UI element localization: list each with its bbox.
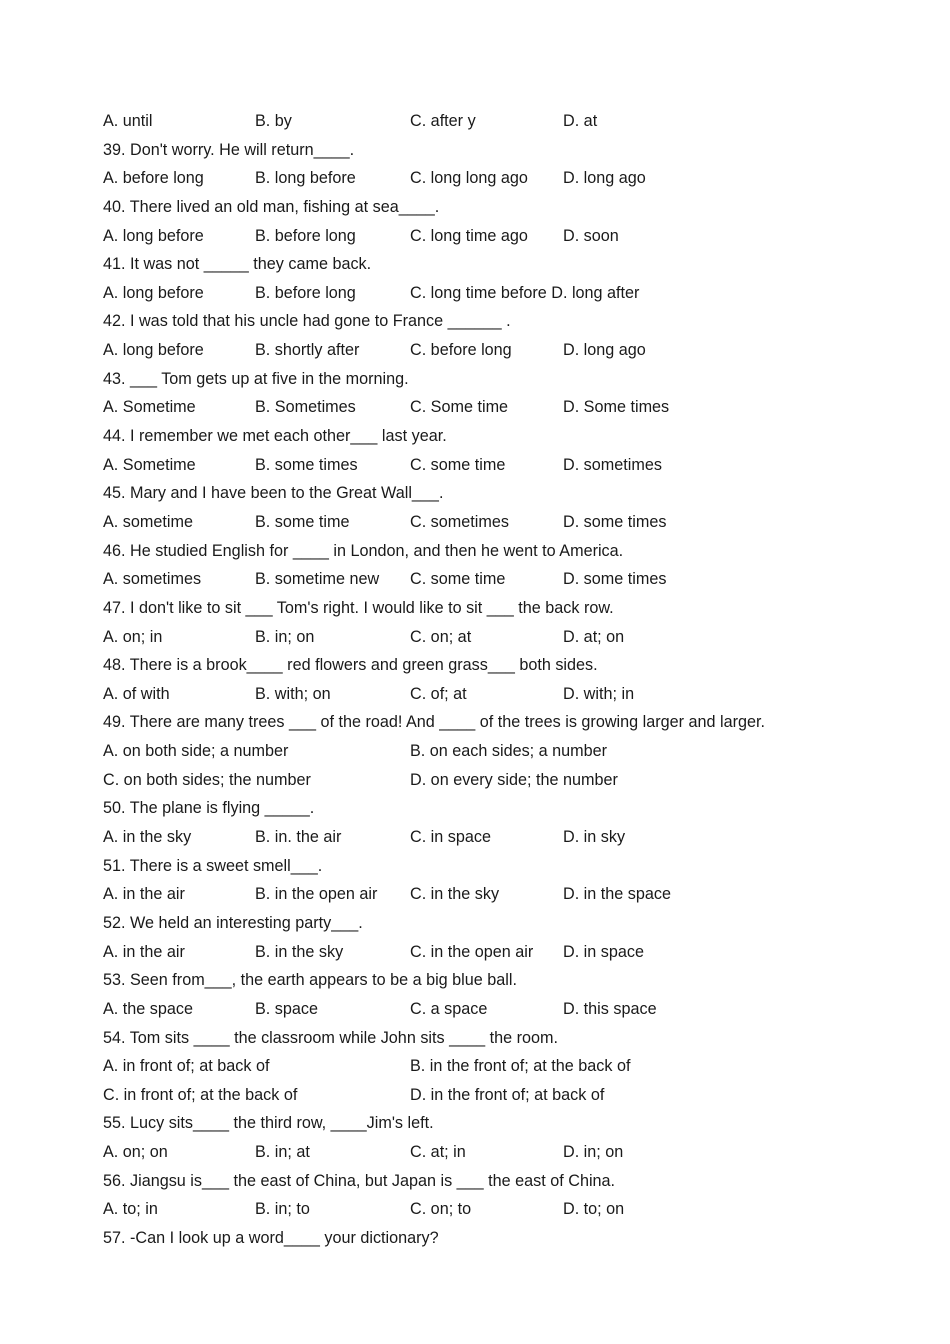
answer-option: C. long time before D. long after — [410, 283, 640, 302]
options-line — [103, 1141, 923, 1170]
answer-option: C. after y — [410, 112, 476, 130]
answer-option: D. long ago — [563, 169, 646, 188]
options-line — [103, 1084, 923, 1113]
options-row — [103, 941, 923, 963]
question-text: 46. He studied English for ____ in London, and then he went to America. — [103, 541, 624, 560]
options-row — [103, 110, 923, 132]
options-line — [103, 511, 923, 540]
options-line — [103, 769, 923, 798]
question-text: 44. I remember we met each other___ last year. — [103, 427, 447, 446]
question-line — [103, 310, 923, 339]
question-text: 47. I don't like to sit ___ Tom's right. I would like to sit ___ the back row. — [103, 598, 614, 617]
answer-option: D. soon — [563, 226, 619, 245]
answer-option: A. the space — [103, 999, 193, 1018]
answer-option: D. this space — [563, 999, 657, 1018]
options-line — [103, 396, 923, 425]
question-line — [103, 654, 923, 683]
exercise-list — [103, 110, 923, 1256]
options-line — [103, 883, 923, 912]
options-row — [103, 454, 923, 476]
answer-option: B. in. the air — [255, 828, 342, 847]
answer-option: C. in the sky — [410, 885, 500, 904]
answer-option: D. in sky — [563, 828, 626, 847]
question-line — [103, 540, 923, 569]
answer-option: B. on each sides; a number — [410, 742, 608, 761]
options-line — [103, 1198, 923, 1227]
options-line — [103, 1055, 923, 1084]
options-row — [103, 167, 923, 189]
options-row — [103, 511, 923, 533]
options-row — [103, 1198, 923, 1220]
question-line — [103, 139, 923, 168]
answer-option: D. at; on — [563, 627, 625, 646]
answer-option: B. long before — [255, 169, 356, 188]
question-line — [103, 1112, 923, 1141]
answer-option: A. of with — [103, 684, 170, 703]
options-line — [103, 568, 923, 597]
question-text: 41. It was not _____ they came back. — [103, 255, 372, 274]
answer-option: C. some time — [410, 570, 506, 589]
answer-option: C. of; at — [410, 684, 467, 703]
question-text: 51. There is a sweet smell___. — [103, 856, 323, 875]
question-line — [103, 855, 923, 884]
options-row — [103, 339, 923, 361]
options-line — [103, 282, 923, 311]
options-line — [103, 683, 923, 712]
options-line — [103, 454, 923, 483]
answer-option: B. sometime new — [255, 570, 380, 589]
question-line — [103, 969, 923, 998]
answer-option: B. some time — [255, 512, 350, 531]
question-line — [103, 425, 923, 454]
answer-option: C. on; to — [410, 1200, 472, 1219]
answer-option: D. to; on — [563, 1200, 625, 1219]
answer-option: A. sometime — [103, 512, 193, 531]
question-text: 43. ___ Tom gets up at five in the morning. — [103, 369, 409, 388]
answer-option: D. some times — [563, 512, 667, 531]
answer-option: C. in the open air — [410, 942, 534, 961]
options-row — [103, 1141, 923, 1163]
answer-option: D. sometimes — [563, 455, 662, 474]
options-row — [103, 740, 923, 762]
answer-option: A. long before — [103, 283, 204, 302]
answer-option: C. some time — [410, 455, 506, 474]
answer-option: A. on; on — [103, 1143, 168, 1162]
answer-option: A. sometimes — [103, 570, 202, 589]
answer-option: D. on every side; the number — [410, 770, 618, 789]
answer-option: B. Sometimes — [255, 398, 356, 417]
answer-option: C. before long — [410, 341, 512, 360]
options-row — [103, 568, 923, 590]
answer-option: D. in the front of; at back of — [410, 1085, 605, 1104]
question-text: 53. Seen from___, the earth appears to be a big blue ball. — [103, 971, 517, 990]
question-text: 52. We held an interesting party___. — [103, 913, 363, 932]
answer-option: A. on both side; a number — [103, 742, 289, 761]
options-line — [103, 998, 923, 1027]
answer-option: D. long ago — [563, 341, 646, 360]
options-row — [103, 282, 923, 304]
answer-option: C. in space — [410, 828, 491, 847]
options-row — [103, 998, 923, 1020]
answer-option: C. a space — [410, 999, 488, 1018]
answer-option: D. in; on — [563, 1143, 624, 1162]
answer-option: B. in; to — [255, 1200, 310, 1219]
question-text: 50. The plane is flying _____. — [103, 799, 315, 818]
answer-option: D. Some times — [563, 398, 670, 417]
answer-option: B. in the sky — [255, 942, 344, 961]
question-line — [103, 368, 923, 397]
answer-option: B. in; on — [255, 627, 315, 646]
answer-option: C. on; at — [410, 627, 472, 646]
options-line — [103, 110, 923, 139]
answer-option: C. Some time — [410, 398, 509, 417]
answer-option: A. on; in — [103, 627, 163, 646]
answer-option: C. on both sides; the number — [103, 770, 311, 789]
answer-option: A. to; in — [103, 1200, 158, 1219]
answer-option: B. in; at — [255, 1143, 310, 1162]
question-line — [103, 1027, 923, 1056]
options-row — [103, 883, 923, 905]
answer-option: A. before long — [103, 169, 204, 188]
answer-option: D. in space — [563, 942, 644, 961]
options-line — [103, 626, 923, 655]
options-row — [103, 626, 923, 648]
answer-option: C. long long ago — [410, 169, 528, 188]
question-text: 56. Jiangsu is___ the east of China, but Japan is ___ the east of China. — [103, 1171, 616, 1190]
answer-option: A. in the sky — [103, 828, 192, 847]
question-line — [103, 711, 923, 740]
answer-option: B. with; on — [255, 684, 331, 703]
options-row — [103, 769, 923, 791]
question-line — [103, 196, 923, 225]
answer-option: A. Sometime — [103, 398, 196, 417]
question-line — [103, 797, 923, 826]
options-line — [103, 740, 923, 769]
answer-option: B. in the open air — [255, 885, 378, 904]
question-text: 48. There is a brook____ red flowers and green grass___ both sides. — [103, 656, 598, 675]
answer-option: B. shortly after — [255, 341, 360, 360]
answer-option: C. at; in — [410, 1143, 466, 1162]
question-line — [103, 1227, 923, 1256]
question-line — [103, 1170, 923, 1199]
answer-option: B. some times — [255, 455, 358, 474]
question-text: 45. Mary and I have been to the Great Wall___. — [103, 484, 444, 503]
answer-option: A. until — [103, 112, 153, 130]
options-line — [103, 941, 923, 970]
options-row — [103, 1084, 923, 1106]
answer-option: C. in front of; at the back of — [103, 1085, 298, 1104]
question-line — [103, 912, 923, 941]
question-line — [103, 597, 923, 626]
question-line — [103, 482, 923, 511]
answer-option: A. long before — [103, 341, 204, 360]
options-line — [103, 826, 923, 855]
answer-option: A. in front of; at back of — [103, 1057, 270, 1076]
options-line — [103, 339, 923, 368]
options-line — [103, 167, 923, 196]
question-text: 57. -Can I look up a word____ your dictionary? — [103, 1228, 439, 1247]
question-text: 39. Don't worry. He will return____. — [103, 140, 355, 159]
answer-option: A. Sometime — [103, 455, 196, 474]
options-row — [103, 225, 923, 247]
answer-option: A. in the air — [103, 942, 185, 961]
question-line — [103, 253, 923, 282]
answer-option: B. before long — [255, 226, 356, 245]
options-line — [103, 225, 923, 254]
answer-option: B. space — [255, 999, 318, 1018]
answer-option: A. in the air — [103, 885, 185, 904]
question-text: 55. Lucy sits____ the third row, ____Jim's left. — [103, 1114, 434, 1133]
question-text: 49. There are many trees ___ of the road! And ____ of the trees is growing larger and larger. — [103, 713, 765, 732]
answer-option: B. before long — [255, 283, 356, 302]
answer-option: D. in the space — [563, 885, 671, 904]
answer-option: C. sometimes — [410, 512, 509, 531]
options-row — [103, 396, 923, 418]
answer-option: C. long time ago — [410, 226, 528, 245]
answer-option: B. in the front of; at the back of — [410, 1057, 631, 1076]
question-text: 54. Tom sits ____ the classroom while John sits ____ the room. — [103, 1028, 558, 1047]
answer-option: A. long before — [103, 226, 204, 245]
answer-option: D. some times — [563, 570, 667, 589]
options-row — [103, 683, 923, 705]
answer-option: B. by — [255, 112, 292, 130]
answer-option: D. at — [563, 112, 598, 130]
answer-option: D. with; in — [563, 684, 635, 703]
options-row — [103, 826, 923, 848]
question-text: 40. There lived an old man, fishing at sea____. — [103, 197, 440, 216]
question-text: 42. I was told that his uncle had gone to France ______ . — [103, 312, 511, 331]
options-row — [103, 1055, 923, 1077]
